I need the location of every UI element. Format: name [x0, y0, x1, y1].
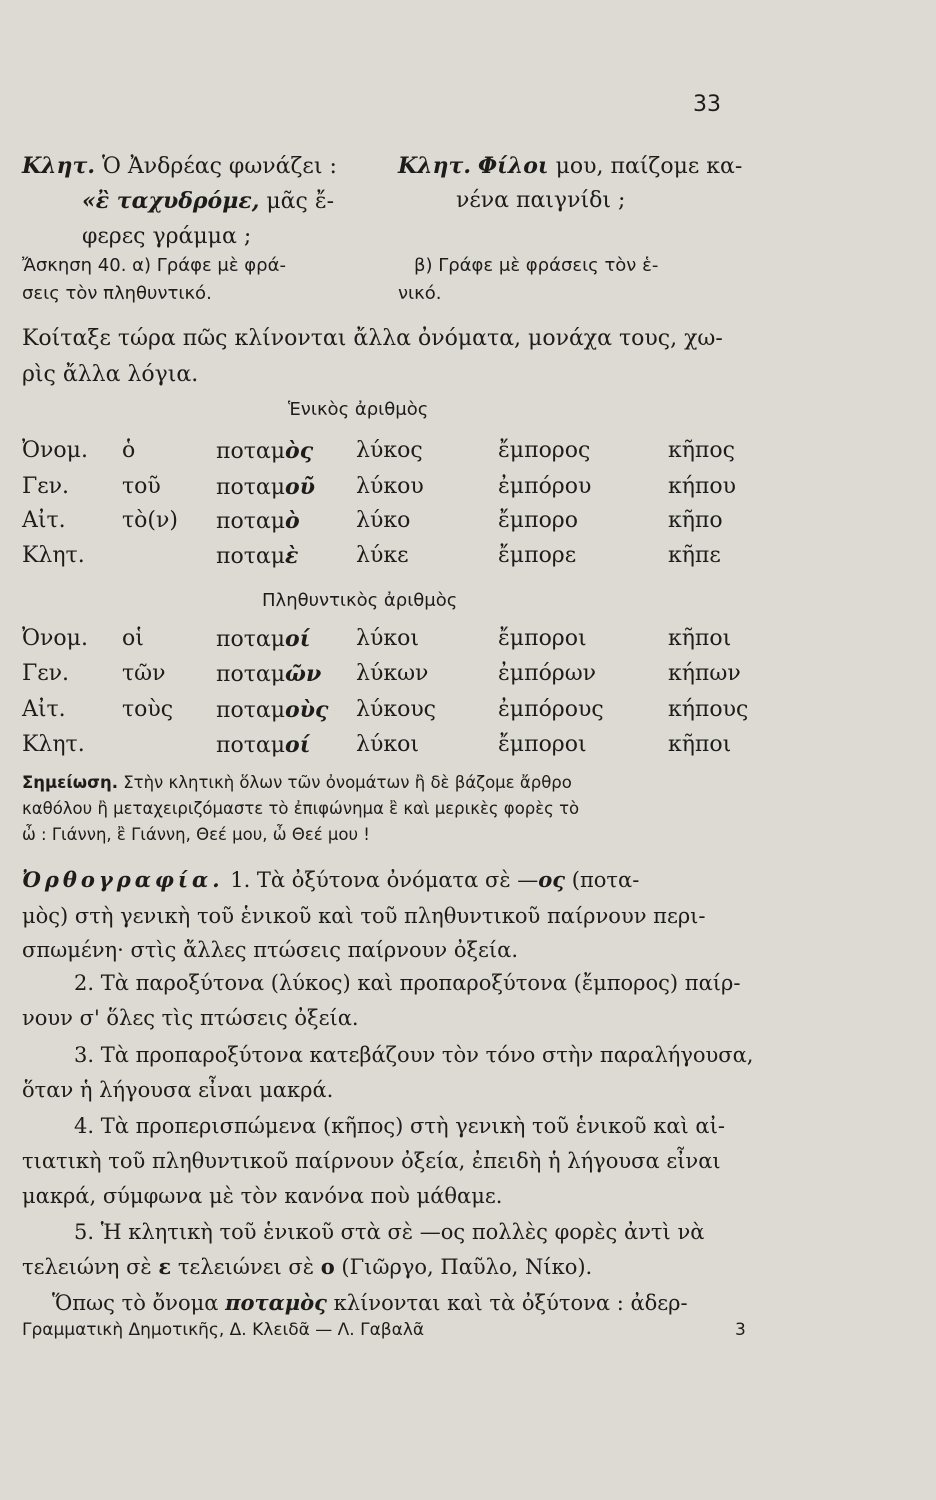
- emporos-form: ἔμπορος: [498, 438, 591, 463]
- vocative-label-right: Κλητ.: [398, 153, 472, 179]
- lykos-form: λύκοι: [356, 626, 419, 651]
- article: τὸ(ν): [122, 508, 178, 533]
- last-line: Ὅπως τὸ ὄνομα: [52, 1291, 226, 1315]
- kipos-form: κήπου: [668, 474, 737, 499]
- top-left-line1: Ὁ Ἀνδρέας φωνάζει :: [102, 154, 337, 179]
- intro-line2: ρὶς ἄλλα λόγια.: [22, 362, 199, 387]
- footer-text: Γραμματικὴ Δημοτικῆς, Δ. Κλειδᾶ — Λ. Γαβαλᾶ: [22, 1320, 425, 1340]
- case-label: Αἰτ.: [22, 697, 66, 722]
- note-line3: ὦ : Γιάννη, ἒ Γιάννη, Θεέ μου, ὦ Θεέ μου !: [22, 825, 370, 844]
- table-row: [0, 732, 936, 764]
- potamos-form: ποταμὸς: [216, 438, 314, 464]
- top-right-bold-word: Φίλοι: [478, 153, 549, 179]
- rule1-line2: μὸς) στὴ γενικὴ τοῦ ἑνικοῦ καὶ τοῦ πληθυντικοῦ παίρνουν περι-: [22, 904, 706, 928]
- table-row: [0, 543, 936, 575]
- emporos-form: ἐμπόρους: [498, 697, 604, 722]
- lykos-form: λύκο: [356, 508, 411, 533]
- emporos-form: ἔμπορε: [498, 543, 577, 568]
- rule3-line1: 3. Τὰ προπαροξύτονα κατεβάζουν τὸν τόνο στὴν παραλήγουσα,: [74, 1043, 754, 1067]
- signature-number: 3: [735, 1320, 746, 1340]
- top-right-line2: νένα παιγνίδι ;: [456, 188, 626, 213]
- lykos-form: λύκος: [356, 438, 423, 463]
- rule4-line2: τιατικὴ τοῦ πληθυντικοῦ παίρνουν ὀξεία, ἐπειδὴ ἡ λήγουσα εἶναι: [22, 1149, 721, 1173]
- kipos-form: κήπων: [668, 661, 741, 686]
- rule1-line1: 1. Τὰ ὀξύτονα ὀνόματα σὲ —: [230, 868, 539, 892]
- kipos-form: κῆποι: [668, 626, 732, 651]
- lykos-form: λύκων: [356, 661, 429, 686]
- table-row: [0, 626, 936, 658]
- singular-heading: Ἑνικὸς ἀριθμὸς: [288, 399, 429, 420]
- top-right-line1: μου, παίζομε κα-: [555, 154, 743, 179]
- note-line2: καθόλου ἢ μεταχειριζόμαστε τὸ ἐπιφώνημα ἒ καὶ μερικὲς φορὲς τὸ: [22, 799, 580, 818]
- top-left-line3: φερες γράμμα ;: [82, 224, 252, 249]
- lykos-form: λύκου: [356, 474, 424, 499]
- potamos-form: ποταμὸ: [216, 508, 300, 534]
- emporos-form: ἔμπορο: [498, 508, 578, 533]
- kipos-form: κήπους: [668, 697, 749, 722]
- case-label: Κλητ.: [22, 732, 85, 757]
- emporos-form: ἐμπόρων: [498, 661, 597, 686]
- table-row: [0, 508, 936, 540]
- lykos-form: λύκους: [356, 697, 437, 722]
- lykos-form: λύκε: [356, 543, 409, 568]
- kipos-form: κῆπε: [668, 543, 721, 568]
- page-number: 33: [693, 92, 721, 117]
- article: τῶν: [122, 661, 166, 686]
- table-row: [0, 697, 936, 729]
- case-label: Κλητ.: [22, 543, 85, 568]
- case-label: Ὀνομ.: [22, 438, 88, 463]
- rule4-line3: μακρά, σύμφωνα μὲ τὸν κανόνα ποὺ μάθαμε.: [22, 1184, 503, 1208]
- potamos-form: ποταμοί: [216, 732, 311, 758]
- article: τοὺς: [122, 697, 174, 722]
- emporos-form: ἔμποροι: [498, 732, 587, 757]
- case-label: Αἰτ.: [22, 508, 66, 533]
- exercise-b-line2: νικό.: [398, 283, 442, 304]
- kipos-form: κῆποι: [668, 732, 732, 757]
- case-label: Ὀνομ.: [22, 626, 88, 651]
- potamos-form: ποταμοὺς: [216, 697, 329, 723]
- top-left-line2: μᾶς ἔ-: [266, 189, 335, 214]
- note-label: Σημείωση.: [22, 773, 118, 792]
- potamos-form: ποταμοί: [216, 626, 311, 652]
- rule3-line2: ὅταν ἡ λήγουσα εἶναι μακρά.: [22, 1078, 334, 1102]
- rule5-line2: τελειώνη σὲ: [22, 1255, 159, 1279]
- rule2-line2: νουν σ' ὅλες τὶς πτώσεις ὀξεία.: [22, 1006, 359, 1030]
- rule1-line3: σπωμένη· στὶς ἄλλες πτώσεις παίρνουν ὀξεία.: [22, 938, 519, 962]
- rule4-line1: 4. Τὰ προπερισπώμενα (κῆπος) στὴ γενικὴ τοῦ ἑνικοῦ καὶ αἰ-: [74, 1114, 725, 1138]
- exercise-40-line2: σεις τὸν πληθυντικό.: [22, 283, 212, 304]
- intro-line1: Κοίταξε τώρα πῶς κλίνονται ἄλλα ὀνόματα, μονάχα τους, χω-: [22, 326, 723, 351]
- exercise-b-line: β) Γράφε μὲ φράσεις τὸν ἑ-: [414, 255, 659, 276]
- potamos-form: ποταμὲ: [216, 543, 299, 569]
- exercise-40-line: Ἄσκηση 40. α) Γράφε μὲ φρά-: [22, 255, 286, 276]
- article: οἱ: [122, 626, 144, 651]
- table-row: [0, 474, 936, 506]
- lykos-form: λύκοι: [356, 732, 419, 757]
- article: ὁ: [122, 438, 136, 463]
- note-line1: Στὴν κλητικὴ ὅλων τῶν ὀνομάτων ἢ δὲ βάζομε ἄρθρο: [123, 773, 572, 792]
- book-page: 33 Κλητ. Ὁ Ἀνδρέας φωνάζει : «ἒ ταχυδρόμε, μᾶς ἔ- φερες γράμμα ; Ἄσκηση 40. α) Γράφε μὲ φρά- σεις τὸν πληθυντικό. Κλητ. Φίλοι μου, παίζομε κα- νένα παιγνίδι ; β) Γράφε μὲ φράσεις τὸν ἑ- νικό. Κοίταξε τώρα πῶς κλίνονται ἄλλα ὀνόματα, μονάχα τους, χω- ρὶς ἄλλα λόγια. Ἑνικὸς ἀριθμὸς Ὀνομ. ὁ ποταμὸς λύκος ἔμπορος κῆπος Γεν. τοῦ ποταμοῦ λύκου ἐμπόρου κήπου Αἰτ. τὸ(ν) ποταμὸ λύκο ἔμπορο κῆπο Κλητ. ποταμὲ λύκε ἔμπορε κῆπε Πληθυντικὸς ἀριθμὸς Ὀνομ. οἱ ποταμοί λύκοι ἔμποροι κῆποι Γεν. τῶν ποταμῶν λύκων ἐμπόρων κήπων Αἰτ. τοὺς ποταμοὺς λύκους ἐμπόρους κήπους Κλητ. ποταμοί λύκοι ἔμποροι κῆποι Σημείωση. Στὴν κλητικὴ ὅλων τῶν ὀνομάτων ἢ δὲ βάζομε ἄρθρο καθόλου ἢ μεταχειριζόμαστε τὸ ἐπιφώνημα ἒ καὶ μερικὲς φορὲς τὸ ὦ : Γιάννη, ἒ Γιάννη, Θεέ μου, ὦ Θεέ μου ! Ὀρθογραφία. 1. Τὰ ὀξύτονα ὀνόματα σὲ —ος (ποτα- μὸς) στὴ γενικὴ τοῦ ἑνικοῦ καὶ τοῦ πληθυντικοῦ παίρνουν περι- σπωμένη· στὶς ἄλλες πτώσεις παίρνουν ὀξεία. 2. Τὰ παροξύτονα (λύκος) καὶ προπαροξύτονα (ἔμπορος) παίρ- νουν σ' ὅλες τὶς πτώσεις ὀξεία. 3. Τὰ προπαροξύτονα κατεβάζουν τὸν τόνο στὴν παραλήγουσα, ὅταν ἡ λήγουσα εἶναι μακρά. 4. Τὰ προπερισπώμενα (κῆπος) στὴ γενικὴ τοῦ ἑνικοῦ καὶ αἰ- τιατικὴ τοῦ πληθυντικοῦ παίρνουν ὀξεία, ἐπειδὴ ἡ λήγουσα εἶναι μακρά, σύμφωνα μὲ τὸν κανόνα ποὺ μάθαμε. 5. Ἡ κλητικὴ τοῦ ἑνικοῦ στὰ σὲ —ος πολλὲς φορὲς ἀντὶ νὰ τελειώνη σὲ ε τελειώνει σὲ ο (Γιῶργο, Παῦλο, Νίκο). Ὅπως τὸ ὄνομα ποταμὸς κλίνονται καὶ τὰ ὀξύτονα : ἀδερ- Γραμματικὴ Δημοτικῆς, Δ. Κλειδᾶ — Λ. Γαβαλᾶ 3: [0, 0, 936, 1500]
- vocative-label-left: Κλητ.: [22, 153, 96, 179]
- potamos-form: ποταμῶν: [216, 661, 322, 687]
- plural-heading: Πληθυντικὸς ἀριθμὸς: [262, 590, 458, 611]
- potamos-form: ποταμοῦ: [216, 474, 315, 500]
- case-label: Γεν.: [22, 661, 70, 686]
- kipos-form: κῆπος: [668, 438, 735, 463]
- emporos-form: ἔμποροι: [498, 626, 587, 651]
- emporos-form: ἐμπόρου: [498, 474, 592, 499]
- top-left-bold-phrase: «ἒ ταχυδρόμε,: [82, 188, 260, 214]
- table-row: [0, 661, 936, 693]
- article: τοῦ: [122, 474, 161, 499]
- rule2-line1: 2. Τὰ παροξύτονα (λύκος) καὶ προπαροξύτονα (ἔμπορος) παίρ-: [74, 971, 741, 995]
- table-row: [0, 438, 936, 470]
- case-label: Γεν.: [22, 474, 70, 499]
- rule5-line1: 5. Ἡ κλητικὴ τοῦ ἑνικοῦ στὰ σὲ —ος πολλὲς φορὲς ἀντὶ νὰ: [74, 1220, 705, 1244]
- orthography-label: Ὀρθογραφία.: [22, 867, 224, 892]
- kipos-form: κῆπο: [668, 508, 723, 533]
